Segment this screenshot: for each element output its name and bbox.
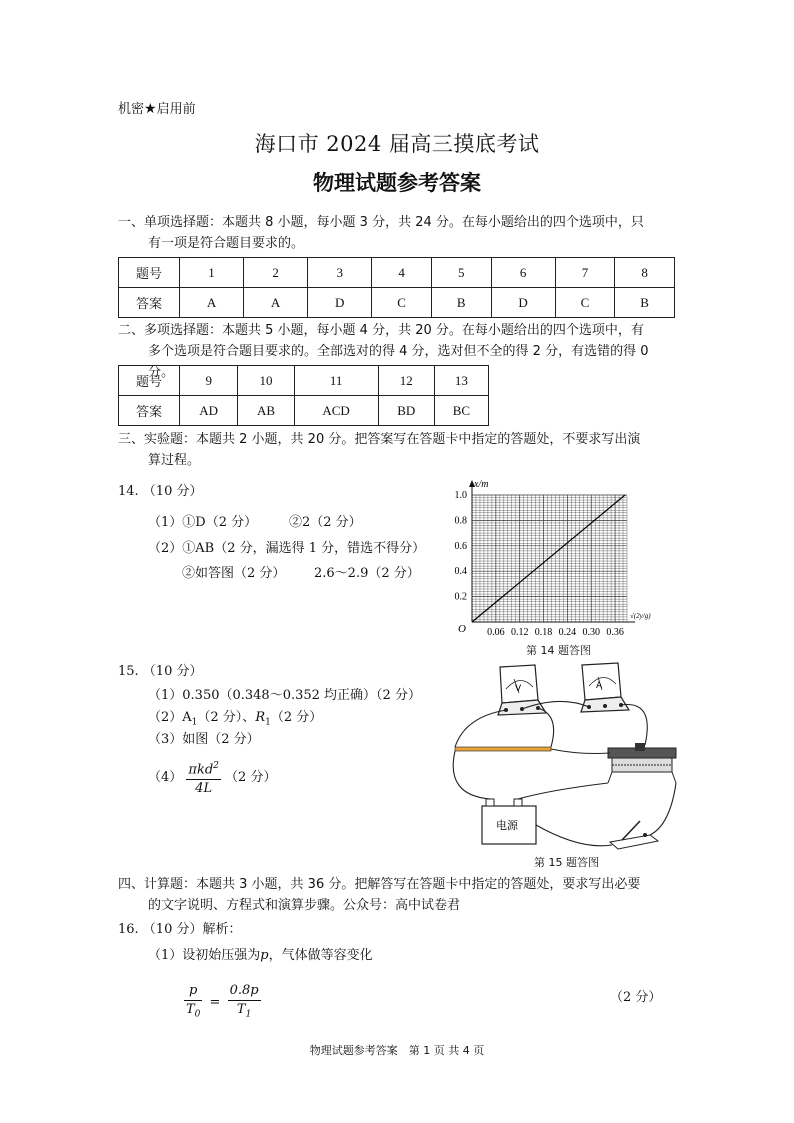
exam-title: 海口市 2024 届高三摸底考试: [254, 132, 540, 156]
q14-number: 14. （10 分）: [118, 484, 203, 499]
q15-caption: 第 15 题答图: [534, 856, 599, 869]
q15-circuit-diagram: [440, 655, 685, 855]
q15-resistor-sub: 1: [265, 717, 271, 728]
table-cell: 6: [491, 258, 555, 288]
table-cell: 9: [180, 366, 238, 396]
fraction-denominator: [228, 1001, 261, 1024]
table-row: [119, 366, 489, 396]
q14-line2: （2）①AB（2 分，漏选得 1 分，错选不得分）: [148, 541, 426, 556]
x-tick-label: 0.18: [534, 627, 553, 637]
denominator-text: T: [236, 1002, 246, 1017]
confidential-text: 机密: [118, 102, 145, 117]
y-tick-label: 0.2: [454, 591, 467, 603]
table-row: [119, 288, 675, 318]
section2-line2: 多个选项是符合题目要求的。全部选对的得 4 分，选对但不全的得 2 分，有选错的得 0 分。: [148, 344, 649, 380]
ammeter-label: A: [596, 681, 603, 691]
q16-var-p: p: [260, 948, 269, 963]
x-tick-label: 0.12: [510, 627, 529, 637]
y-tick-label: 0.6: [454, 540, 467, 552]
table-cell: 2: [244, 258, 308, 288]
q15-line1: （1）0.350（0.348～0.352 均正确）（2 分）: [148, 688, 421, 703]
section4-line2: 的文字说明、方程式和演算步骤。公众号：高中试卷君: [148, 898, 461, 913]
doc-title: 物理试题参考答案: [313, 171, 481, 195]
y-axis-label: x/m: [474, 479, 489, 490]
q16-equation: [184, 982, 261, 1024]
table-cell: C: [372, 288, 432, 318]
q15-resistor-label: R: [255, 710, 266, 725]
table-cell: 4: [372, 258, 432, 288]
section3-instructions: [118, 429, 676, 471]
numerator-text: πkd: [188, 762, 214, 778]
q15-line2: [148, 710, 322, 731]
power-supply-label: 电源: [496, 819, 518, 832]
table-cell: 3: [308, 258, 372, 288]
section3-line2: 算过程。: [148, 453, 201, 468]
q15-score-a: （2 分）、: [197, 710, 256, 725]
voltmeter-icon: [498, 665, 546, 715]
table-cell: AD: [180, 396, 238, 426]
rheostat-icon: [608, 743, 676, 783]
resistance-wire: [455, 747, 551, 751]
x-tick-label: 0.30: [582, 627, 600, 637]
table-cell: C: [555, 288, 615, 318]
table-cell: A: [180, 288, 244, 318]
q15-line4: [148, 757, 276, 798]
table-cell: 7: [555, 258, 615, 288]
section3-line1: 三、实验题：本题共 2 小题，共 20 分。把答案写在答题卡中指定的答题处，不要求写出演: [118, 432, 641, 447]
section4-instructions: [118, 874, 676, 916]
y-tick-label: 1.0: [454, 490, 467, 501]
table-cell: 8: [615, 258, 675, 288]
q16-fraction-left: [184, 982, 202, 1024]
section1-answer-table: [118, 257, 675, 318]
table-cell: D: [491, 288, 555, 318]
table-cell: BC: [434, 396, 488, 426]
q14-caption: 第 14 题答图: [526, 644, 591, 657]
section1-instructions: [118, 212, 676, 254]
section1-line2: 有一项是符合题目要求的。: [148, 236, 305, 251]
equals-sign: =: [209, 994, 221, 1010]
origin-label: O: [458, 623, 466, 635]
q15-line4-label: （4）: [148, 770, 183, 786]
section4-line1: 四、计算题：本题共 3 小题，共 36 分。把解答写在答题卡中指定的答题处，要求写出必要: [118, 877, 641, 892]
x-axis-label: √(2y/g): [630, 612, 651, 620]
table-cell: ACD: [294, 396, 378, 426]
table-cell: 11: [294, 366, 378, 396]
q15-line4-score: （2 分）: [225, 770, 277, 786]
q15-number: 15. （10 分）: [118, 664, 203, 679]
table-cell: 1: [180, 258, 244, 288]
x-tick-label: 0.36: [606, 627, 624, 637]
table-cell: 12: [378, 366, 434, 396]
table-cell: B: [615, 288, 675, 318]
confidential-mark: [118, 98, 196, 117]
q15-line3: （3）如图（2 分）: [148, 732, 260, 747]
denominator-text: T: [186, 1002, 195, 1017]
table-cell: BD: [378, 396, 434, 426]
row-label: 答案: [119, 288, 180, 318]
q16-line1-pre: （1）设初始压强为: [148, 948, 261, 963]
star-icon: ★: [144, 101, 157, 117]
row-label: 题号: [119, 258, 180, 288]
q15-formula: [186, 757, 220, 798]
q14-line1a: （1）①D（2 分）: [148, 515, 258, 530]
voltmeter-label: V: [515, 684, 522, 694]
confidential-suffix: 启用前: [156, 102, 196, 117]
q15-score-r: （2 分）: [270, 710, 323, 725]
section1-line1: 一、单项选择题：本题共 8 小题，每小题 3 分，共 24 分。在每小题给出的四个选项中，只: [118, 215, 644, 230]
q15-ammeter-sub: 1: [191, 717, 198, 728]
q16-number: 16. （10 分）解析：: [118, 922, 242, 937]
fraction-denominator: [184, 1001, 202, 1024]
q14-line3b: 2.6～2.9（2 分）: [314, 566, 420, 581]
q15-ammeter-label: （2）A: [148, 710, 192, 725]
x-tick-label: 0.24: [558, 627, 577, 637]
table-cell: AB: [238, 396, 294, 426]
table-cell: 10: [238, 366, 294, 396]
table-cell: 5: [431, 258, 491, 288]
table-row: [119, 396, 489, 426]
denominator-sub: 1: [245, 1009, 252, 1020]
table-cell: B: [431, 288, 491, 318]
x-tick-label: 0.06: [487, 627, 505, 637]
section2-answer-table: [118, 365, 489, 426]
numerator-sup: 2: [213, 761, 219, 771]
table-cell: 13: [434, 366, 488, 396]
y-tick-label: 0.4: [454, 566, 467, 578]
q16-line1-post: ，气体做等容变化: [268, 948, 373, 963]
page-footer: 物理试题参考答案 第 1 页 共 4 页: [309, 1044, 485, 1057]
q15-formula-numerator: [186, 757, 220, 780]
denominator-sub: 0: [194, 1009, 201, 1020]
q16-line1: [148, 948, 373, 964]
row-label: 答案: [119, 396, 180, 426]
q14-answer-chart: [440, 472, 670, 637]
table-cell: A: [244, 288, 308, 318]
q14-line1b: ②2（2 分）: [289, 515, 362, 530]
q14-line3a: ②如答图（2 分）: [182, 566, 286, 581]
y-tick-label: 0.8: [454, 515, 467, 527]
table-cell: D: [308, 288, 372, 318]
q16-fraction-right: [228, 982, 261, 1024]
fraction-numerator: p: [184, 982, 202, 1001]
row-label: 题号: [119, 366, 180, 396]
q16-score: （2 分）: [610, 990, 662, 1005]
power-supply-icon: [482, 799, 536, 844]
q15-formula-denominator: 4L: [195, 781, 213, 797]
table-row: [119, 258, 675, 288]
fraction-numerator: 0.8p: [228, 982, 261, 1001]
section2-line1: 二、多项选择题：本题共 5 小题，每小题 4 分，共 20 分。在每小题给出的四个选项中，有: [118, 323, 644, 338]
